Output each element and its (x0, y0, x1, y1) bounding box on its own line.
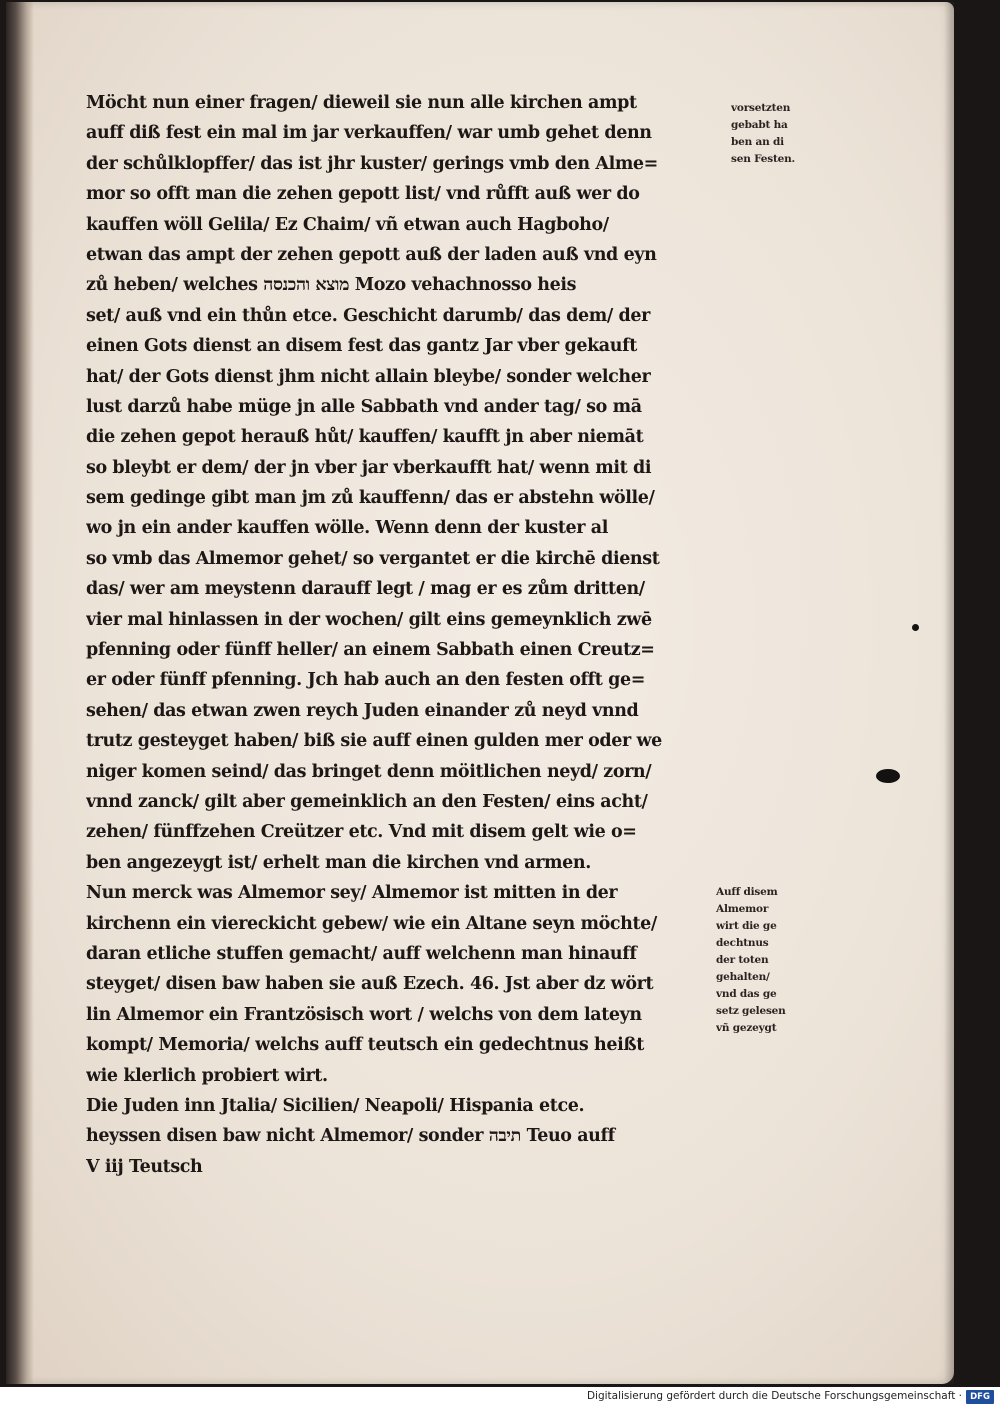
text-line: steyget/ disen baw haben sie auß Ezech. 46. Jst aber dz wört (86, 974, 654, 995)
margin-note-line: ben an di (731, 136, 784, 148)
text-line: das/ wer am meystenn darauff legt / mag er es zům dritten/ (86, 579, 645, 600)
text-line: lin Almemor ein Frantzösisch wort / welchs von dem lateyn (86, 1004, 642, 1025)
funding-credit: Digitalisierung gefördert durch die Deutsche Forschungsgemeinschaft · (586, 1390, 962, 1402)
dfg-logo: DFG (966, 1390, 994, 1404)
text-line: set/ auß vnd ein thůn etce. Geschicht darumb/ das dem/ der (86, 305, 650, 326)
text-line: auff diß fest ein mal im jar verkauffen/ war umb gehet denn (86, 123, 652, 144)
text-line: Die Juden inn Jtalia/ Sicilien/ Neapoli/ Hispania etce. (86, 1095, 585, 1116)
text-line: hat/ der Gots dienst jhm nicht allain bleybe/ sonder welcher (86, 366, 651, 387)
margin-notes-top (731, 100, 821, 168)
ink-spot-small (912, 624, 919, 631)
text-line: vnnd zanck/ gilt aber gemeinklich an den Festen/ eins acht/ (86, 791, 648, 812)
text-line: sehen/ das etwan zwen reych Juden einander zů neyd vnnd (86, 700, 639, 721)
text-line: heyssen disen baw nicht Almemor/ sonder תיבה Teuo auff (86, 1126, 615, 1147)
text-line: einen Gots dienst an disem fest das gantz Jar vber gekauft (86, 336, 637, 357)
text-line: pfenning oder fünff heller/ an einem Sabbath einen Creutz= (86, 640, 655, 661)
text-line: V iij Teutsch (86, 1156, 203, 1177)
text-line: vier mal hinlassen in der wochen/ gilt eins gemeynklich zwē (86, 609, 652, 630)
text-line: niger komen seind/ das bringet denn möitlichen neyd/ zorn/ (86, 761, 652, 782)
margin-note-line: setz gelesen (716, 1005, 786, 1017)
margin-note-line: gebabt ha (731, 119, 788, 131)
text-line: Nun merck was Almemor sey/ Almemor ist mitten in der (86, 883, 618, 904)
margin-note-line: vnd das ge (716, 988, 777, 1000)
margin-note-line: der toten (716, 954, 769, 966)
text-line: sem gedinge gibt man jm zů kauffenn/ das er abstehn wölle/ (86, 488, 655, 509)
text-line: etwan das ampt der zehen gepott auß der laden auß vnd eyn (86, 244, 657, 265)
text-line: der schůlklopffer/ das ist jhr kuster/ gerings vmb den Alme= (86, 153, 658, 174)
margin-note-line: Auff disem (716, 886, 778, 898)
text-line: daran etliche stuffen gemacht/ auff welchenn man hinauff (86, 943, 637, 964)
text-line: zehen/ fünffzehen Creützer etc. Vnd mit disem gelt wie o= (86, 822, 637, 843)
text-line: kauffen wöll Gelila/ Ez Chaim/ vñ etwan auch Hagboho/ (86, 214, 609, 235)
margin-notes-bottom (716, 884, 816, 1037)
text-line: Möcht nun einer fragen/ dieweil sie nun alle kirchen ampt (86, 93, 637, 113)
margin-note-line: vorsetzten (731, 102, 791, 114)
text-line: ben angezeygt ist/ erhelt man die kirchen vnd armen. (86, 852, 591, 873)
text-line: mor so offt man die zehen gepott list/ vnd růfft auß wer do (86, 184, 640, 205)
main-text-block (86, 88, 726, 1182)
margin-note-line: gehalten/ (716, 971, 770, 983)
text-line: zů heben/ welches מוצא והכנסה Mozo vehachnosso heis (86, 275, 577, 296)
page-right-edge (944, 2, 954, 1384)
footer-bar (0, 1387, 1000, 1408)
ink-spot-large (876, 769, 900, 783)
margin-note-line: wirt die ge (716, 920, 777, 932)
text-line: trutz gesteyget haben/ biß sie auff einen gulden mer oder we (86, 731, 662, 752)
text-line: kompt/ Memoria/ welchs auff teutsch ein gedechtnus heißt (86, 1035, 644, 1056)
text-line: kirchenn ein viereckicht gebew/ wie ein Altane seyn möchte/ (86, 913, 657, 934)
margin-note-line: dechtnus (716, 937, 769, 949)
text-line: wie klerlich probiert wirt. (86, 1065, 328, 1086)
text-line: lust darzů habe müge jn alle Sabbath vnd ander tag/ so mā (86, 396, 642, 417)
page-binding-edge (6, 2, 34, 1384)
text-line: so bleybt er dem/ der jn vber jar vberkaufft hat/ wenn mit di (86, 457, 652, 478)
margin-note-line: sen Festen. (731, 153, 795, 165)
text-line: so vmb das Almemor gehet/ so vergantet er die kirchē dienst (86, 548, 660, 569)
text-line: die zehen gepot herauß hůt/ kauffen/ kaufft jn aber niemāt (86, 427, 644, 448)
margin-note-line: Almemor (716, 903, 769, 915)
text-line: er oder fünff pfenning. Jch hab auch an den festen offt ge= (86, 670, 645, 691)
text-line: wo jn ein ander kauffen wölle. Wenn denn der kuster al (86, 518, 608, 539)
margin-note-line: vñ gezeygt (716, 1022, 777, 1034)
